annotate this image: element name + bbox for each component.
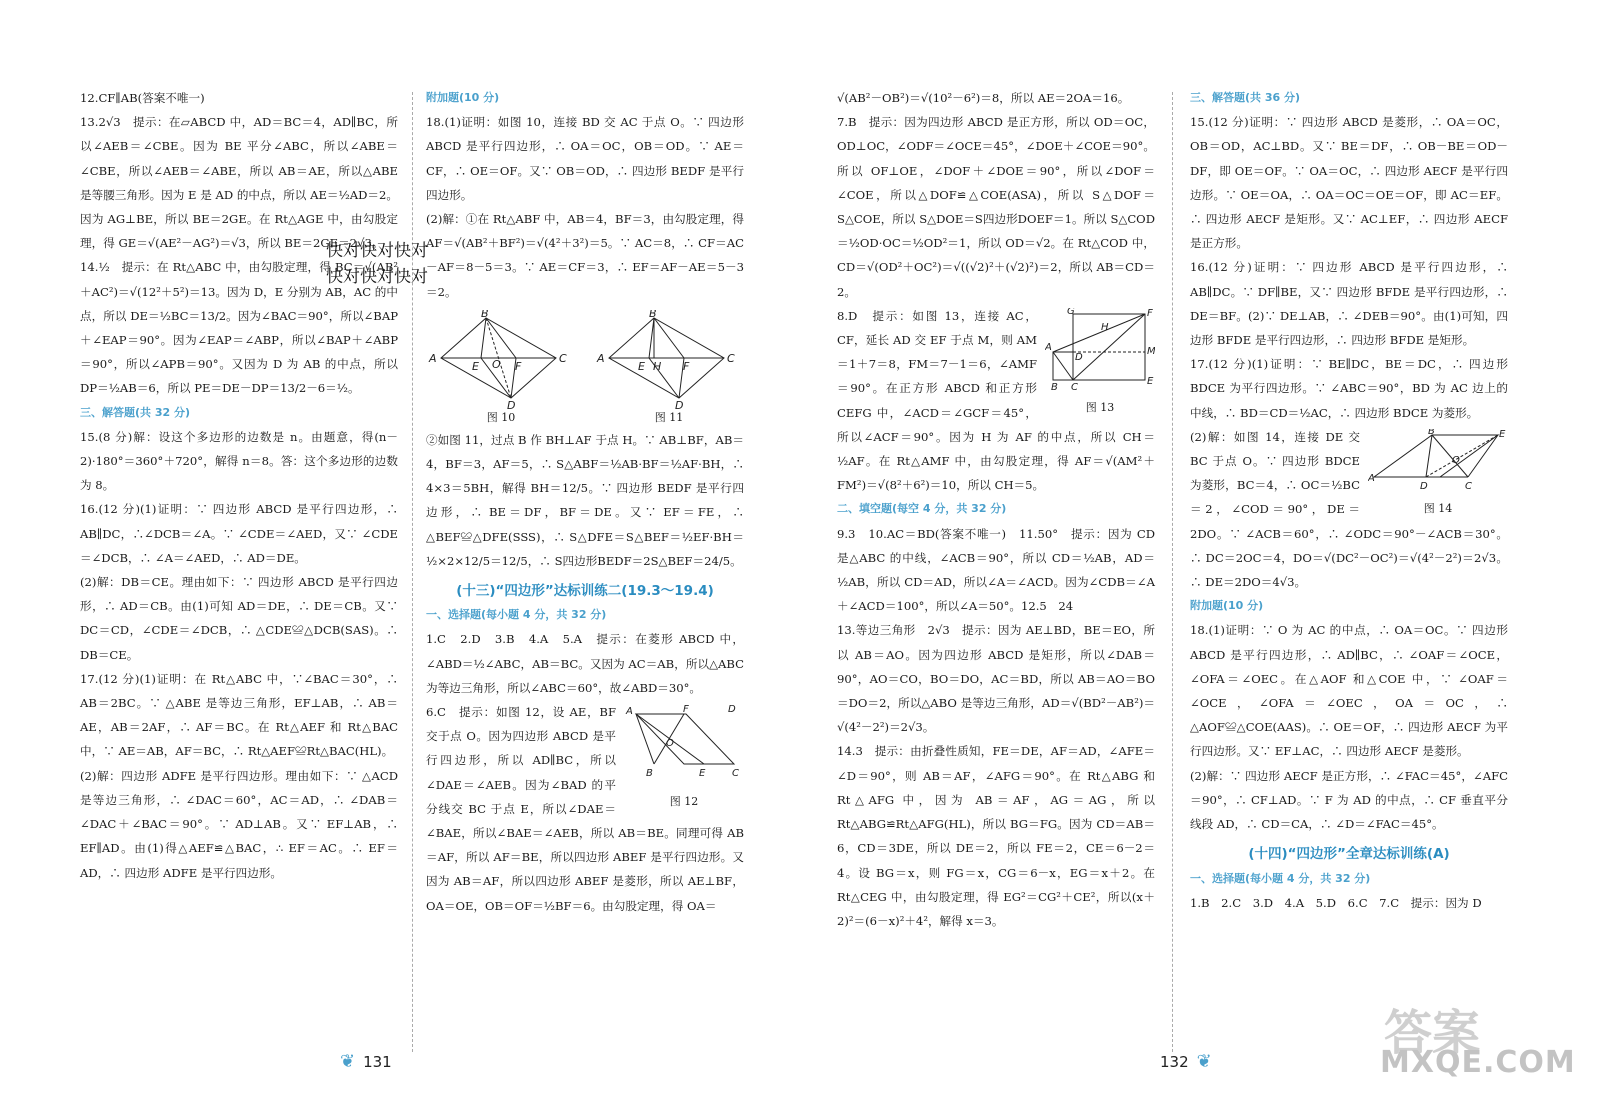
answer-16-1: 16.(12 分)(1)证明：∵ 四边形 ABCD 是平行四边形，∴ AB∥DC，∴∠DCB＝∠A。∵ ∠CDE＝∠AED，又∵ ∠CDE＝∠DCB，∴ ∠A＝∠AED，∴ AD＝DE。 [80,502,398,565]
svg-text:B: B [1428,428,1435,437]
answer-17-1: 17.(12 分)(1)证明：在 Rt△ABC 中，∵∠BAC＝30°，∴ AB＝2BC。∵ △ABE 是等边三角形，EF⊥AB，∴ AB＝AE，AB＝2AF，∴ AF＝BC。在 Rt△AEF 和 Rt△BAC 中，∵ AE＝AB，AF＝BC，∴ Rt△AEF≌Rt△BAC(HL)。 [80,671,398,759]
svg-text:C: C [1071,381,1078,392]
figure-11-caption: 图 11 [654,410,684,424]
unit-title: (十三)“四边形”达标训练二(19.3～19.4) [456,583,714,600]
svg-text:D: D [507,398,516,410]
figure-11 [594,310,744,426]
figure-14-diagram [1368,429,1508,493]
figure-13-caption: 图 13 [1085,401,1115,415]
answer-17-2: (2)解：如图 14，连接 DE 交 BC 于点 O。∵ 四边形 BDCE 为菱形，BC＝4，∴ OC＝½BC＝2，∠COD＝90°，DE＝2DO。∵ ∠ACB＝60°，∴ ∠ODC＝90°－∠ACB＝30°。∴ DC＝2OC＝4，DO＝√(DC²－OC²)＝√(4²－2²)＝2√3。∴ DE＝2DO＝4√3。 [1190,429,1508,590]
page-number-right [1160,1051,1212,1072]
section-heading: 二、填空题(每空 4 分，共 32 分) [837,502,1007,516]
answer-18-3: ②如图 11，过点 B 作 BH⊥AF 于点 H。∵ AB⊥BF，AB＝4，BF＝3，AF＝5，∴ S△ABF＝½AB·BF＝½AF·BH，∴ 4×3＝5BH，解得 BH＝12/5。∵ 四边形 BEDF 是平行四边形，∴ BE＝DF，BF＝DE。又∵ EF＝FE，∴ △BEF≌△DFE(SSS)，∴ S△DFE＝S△BEF＝½EF·BH＝½×2×12/5＝12/5，∴ S四边形BEDF＝2S△BEF＝24/5。 [426,432,744,568]
answer-15: 15.(8 分)解：设这个多边形的边数是 n。由题意，得(n－2)·180°＝360°＋720°，解得 n＝8。答：这个多边形的边数为 8。 [80,429,398,493]
figure-13-diagram [1045,308,1155,392]
svg-text:E: E [472,359,479,373]
answer-16-2: (2)解：DB＝CE。理由如下：∵ 四边形 ABCD 是平行四边形，∴ AD＝CB。由(1)可知 AD＝DE，∴ DE＝CB。又∵ DC＝CD，∠CDE＝∠DCB，∴ △CDE≌△DCB(SAS)。∴ DB＝CE。 [80,575,398,662]
figure-14-caption: 图 14 [1423,502,1453,516]
answer-18-2: (2)解：①在 Rt△ABF 中，AB＝4，BF＝3，由勾股定理，得 AF＝√(AB²＋BF²)＝√(4²＋3²)＝5。∵ AC＝8，∴ CF＝AC－AF＝8－5＝3。∵ AE＝CF＝3，∴ EF＝AF－AE＝5－3＝2。 [426,212,744,299]
answers-1-7: 1.B 2.C 3.D 4.A 5.D 6.C 7.C 提示：因为 D [1190,895,1482,910]
svg-text:E: E [699,768,706,780]
section-heading: 一、选择题(每小题 4 分，共 32 分) [1190,871,1371,885]
figure-13 [1045,308,1155,416]
answer-6: 6.C 提示：如图 12，设 AE，BF 交于点 O。因为四边形 ABCD 是平行四边形，所以 AD∥BC，所以∠DAE＝∠AEB。因为∠BAD 的平分线交 BC 于点 E，所以∠DAE＝∠BAE，所以∠BAE＝∠AEB，所以 AB＝BE。同理可得 AB＝AF，所以 AF＝BE，所以四边形 ABEF 是平行四边形。又因为 AB＝AF，所以四边形 ABEF 是菱形，所以 AE⊥BF，OA＝OE，OB＝OF＝½BF＝6。由勾股定理，得 OA＝ [426,705,744,913]
section-heading: 附加题(10 分) [426,91,500,104]
leaf-icon: ❦ [1196,1051,1212,1072]
left-column-1 [80,86,398,885]
answer-8: 8.D 提示：如图 13，连接 AC，CF，延长 AD 交 EF 于点 M，则 AM＝1＋7＝8，FM＝7－1＝6，∠AMF＝90°。在正方形 ABCD 和正方形 CEFG 中，∠ACD＝∠GCF＝45°，所以∠ACF＝90°。因为 H 为 AF 的中点，所以 CH＝½AF。在 Rt△AMF 中，由勾股定理，得 AF＝√(AM²＋FM²)＝√(8²＋6²)＝10，所以 CH＝5。 [837,308,1155,493]
svg-text:H: H [653,359,662,373]
overlay-line-1: 快对快对快对 [326,241,428,261]
answer-18-2: (2)解：∵ 四边形 AECF 是正方形，∴ ∠FAC＝45°，∠AFC＝90°，∴ CF⊥AD。∵ F 为 AD 的中点，∴ CF 垂直平分线段 AD，∴ CD＝CA，∴ ∠D＝∠FAC＝45°。 [1190,768,1508,832]
svg-text:O: O [1452,454,1460,466]
svg-text:A: A [626,706,633,718]
column-divider [1172,92,1173,1052]
answer-18-1: 18.(1)证明：如图 10，连接 BD 交 AC 于点 O。∵ 四边形 ABCD 是平行四边形，∴ OA＝OC，OB＝OD。∵ AE＝CF，∴ OE＝OF。又∵ OB＝OD，∴ 四边形 BEDF 是平行四边形。 [426,115,744,202]
answer-17-1: 17.(12 分)(1)证明：∵ BE∥DC，BE＝DC，∴ 四边形 BDCE 为平行四边形。∵ ∠ABC＝90°，BD 为 AC 边上的中线，∴ BD＝CD＝½AC，∴ 四边形 BDCE 为菱形。 [1190,357,1508,420]
answer-15: 15.(12 分)证明：∵ 四边形 ABCD 是菱形，∴ OA＝OC，OB＝OD，AC⊥BD。又∵ BE＝DF，∴ OB－BE＝OD－DF，即 OE＝OF。∵ OA＝OC，∴ 四边形 AECF 是平行四边形。∵ OE＝OA，∴ OA＝OC＝OE＝OF，即 AC＝EF。∴ 四边形 AECF 是矩形。又∵ AC⊥EF，∴ 四边形 AECF 是正方形。 [1190,115,1508,251]
answer-7: 7.B 提示：因为四边形 ABCD 是正方形，所以 OD＝OC，OD⊥OC，∠ODF＝∠OCE＝45°，∠DOE＋∠COE＝90°。所以 OF⊥OE，∠DOF＋∠DOE＝90°，所以∠DOF＝∠COE，所以△DOF≌△COE(ASA)，所以 S△DOF＝S△COE，所以 S△DOE＝S四边形DOEF＝1。所以 S△COD＝½OD·OC＝½OD²＝1，所以 OD＝√2。在 Rt△COD 中，CD＝√(OD²＋OC²)＝√((√2)²＋(√2)²)＝2，所以 AB＝CD＝2。 [837,115,1155,299]
svg-text:C: C [559,351,567,365]
page-number-131: 131 [363,1052,392,1071]
svg-text:B: B [646,768,653,780]
answer-18-1: 18.(1)证明：∵ O 为 AC 的中点，∴ OA＝OC。∵ 四边形 ABCD 是平行四边形，∴ AD∥BC，∴ ∠OAF＝∠OCE，∠OFA＝∠OEC。在△AOF 和△COE 中，∵ ∠OAF＝∠OCE，∠OFA＝∠OEC，OA＝OC，∴ △AOF≌△COE(AAS)。∴ OE＝OF，∴ 四边形 AECF 为平行四边形。又∵ EF⊥AC，∴ 四边形 AECF 是菱形。 [1190,623,1508,759]
answer-14: 14.3 提示：由折叠性质知，FE＝DE，AF＝AD，∠AFE＝∠D＝90°，则 AB＝AF，∠AFG＝90°。在 Rt△ABG 和 Rt△AFG 中，因为 AB＝AF，AG＝AG，所以 Rt△ABG≌Rt△AFG(HL)，所以 BG＝FG。因为 CD＝AB＝6，CD＝3DE，所以 DE＝2，所以 FE＝2，CE＝6－2＝4。设 BG＝x，则 FG＝x，CG＝6－x，EG＝x＋2。在 Rt△CEG 中，由勾股定理，得 EG²＝CG²＋CE²，所以(x＋2)²＝(6－x)²＋4²，解得 x＝3。 [837,744,1155,928]
svg-text:C: C [732,768,739,780]
section-heading: 三、解答题(共 36 分) [1190,91,1301,104]
answer-6-end: √(AB²－OB²)＝√(10²－6²)＝8，所以 AE＝2OA＝16。 [837,91,1130,105]
answer-13: 13.2√3 提示：在▱ABCD 中，AD＝BC＝4，AD∥BC，所以∠AEB＝∠CBE。因为 BE 平分∠ABC，所以∠ABE＝∠CBE，所以∠AEB＝∠ABE，所以 AB＝AE，所以△ABE 是等腰三角形。因为 E 是 AD 的中点，所以 AE＝½AD＝2。因为 AG⊥BE，所以 BE＝2GE。在 Rt△AGE 中，由勾股定理，得 GE＝√(AE²－AG²)＝√3，所以 BE＝2GE＝2√3。 [80,115,398,251]
answer-13: 13.等边三角形 2√3 提示：因为 AE⊥BD，BE＝EO，所以 AB＝AO。因为四边形 ABCD 是矩形，所以∠DAB＝90°，AO＝CO，BO＝DO，AC＝BD，所以 AB＝AO＝BO＝DO＝2，所以△ABO 是等边三角形，AD＝√(BD²－AB²)＝√(4²－2²)＝2√3。 [837,623,1155,735]
figure-14 [1368,429,1508,517]
left-column-2 [426,86,744,918]
svg-text:B: B [481,309,489,320]
svg-text:A: A [597,351,605,365]
page-number-132: 132 [1160,1052,1189,1071]
figure-12-diagram [624,704,744,786]
svg-text:E: E [1147,375,1154,387]
watermark-logo-icon: 答案 [1384,1005,1481,1061]
leaf-icon: ❦ [340,1051,356,1072]
svg-text:D: D [1075,351,1083,363]
svg-text:H: H [1101,321,1109,333]
column-divider [412,92,413,1052]
answers-9-12: 9.3 10.AC＝BD(答案不唯一) 11.50° 提示：因为 CD 是△ABC 的中线，∠ACB＝90°，所以 CD＝½AB，AD＝½AB，所以 CD＝AD，所以∠A＝∠ACD。因为∠CDB＝∠A＋∠ACD＝100°，所以∠A＝50°。12.5 24 [837,526,1155,614]
figure-11-diagram [594,310,744,410]
answer-16: 16.(12 分)证明：∵ 四边形 ABCD 是平行四边形，∴ AB∥DC。∵ DF∥BE，又∵ 四边形 BFDE 是平行四边形，∴ DE＝BF。(2)∵ DE⊥AB，∴ ∠DEB＝90°。由(1)可知，四边形 BFDE 是平行四边形，∴ 四边形 BFDE 是矩形。 [1190,260,1508,348]
svg-text:D: D [1420,480,1428,492]
svg-text:C: C [1465,480,1472,492]
figure-10-diagram [426,310,576,410]
watermark-text: MXQE.COM [1380,1045,1576,1080]
svg-text:D: D [675,398,684,410]
figure-12 [624,704,744,810]
svg-text:F: F [1147,307,1153,319]
svg-text:C: C [727,351,735,365]
answers-1-5: 1.C 2.D 3.B 4.A 5.A 提示：在菱形 ABCD 中，∠ABD＝½∠ABC，AB＝BC。又因为 AC＝AB，所以△ABC 为等边三角形，所以∠ABC＝60°，故∠ABD＝30°。 [426,632,744,695]
overlay-stamp [326,238,428,290]
figure-10 [426,310,576,426]
svg-text:E: E [638,359,645,373]
svg-text:O: O [492,357,501,371]
right-column-1 [837,86,1155,933]
svg-text:E: E [1499,428,1506,440]
svg-text:B: B [1051,381,1058,392]
right-column-2 [1190,86,1508,915]
overlay-line-2: 快对快对快对 [326,267,428,287]
svg-text:B: B [649,309,657,320]
unit-title: (十四)“四边形”全章达标训练(A) [1248,846,1450,863]
answer-12: 12.CF∥AB(答案不唯一) [80,91,205,105]
right-page [800,0,1600,1102]
svg-text:A: A [1045,341,1052,353]
figure-row [426,310,744,426]
svg-text:M: M [1147,345,1155,357]
figure-12-caption: 图 12 [669,795,699,809]
watermark [1370,994,1576,1086]
svg-text:G: G [1067,307,1075,317]
svg-text:F: F [683,359,690,373]
section-heading: 一、选择题(每小题 4 分，共 32 分) [426,608,607,622]
figure-10-caption: 图 10 [486,410,516,424]
section-heading: 三、解答题(共 32 分) [80,405,191,419]
answer-17-2: (2)解：四边形 ADFE 是平行四边形。理由如下：∵ △ACD 是等边三角形，∴ ∠DAC＝60°，AC＝AD，∴ ∠DAB＝∠DAC＋∠BAC＝90°。∵ AD⊥AB。又∵ EF⊥AB，∴ EF∥AD。由(1)得△AEF≌△BAC，∴ EF＝AC。∴ EF＝AD，∴ 四边形 ADFE 是平行四边形。 [80,768,398,880]
page-number-left [340,1051,392,1072]
answer-14: 14.½ 提示：在 Rt△ABC 中，由勾股定理，得 BC＝√(AB²＋AC²)＝√(12²＋5²)＝13。因为 D，E 分别为 AB，AC 的中点，所以 DE＝½BC＝13/2。因为∠BAC＝90°，所以∠BAP＋∠EAP＝90°。因为∠EAP＝∠ABP，所以∠BAP＋∠ABP＝90°，所以∠APB＝90°。又因为 D 为 AB 的中点，所以 DP＝½AB＝6，所以 PE＝DE－DP＝13/2－6＝½。 [80,260,398,396]
svg-text:D: D [728,704,736,716]
section-heading: 附加题(10 分) [1190,599,1264,613]
svg-text:F: F [683,704,689,716]
svg-text:O: O [666,738,674,750]
svg-text:F: F [515,359,522,373]
svg-text:A: A [1368,472,1375,484]
svg-text:A: A [429,351,437,365]
